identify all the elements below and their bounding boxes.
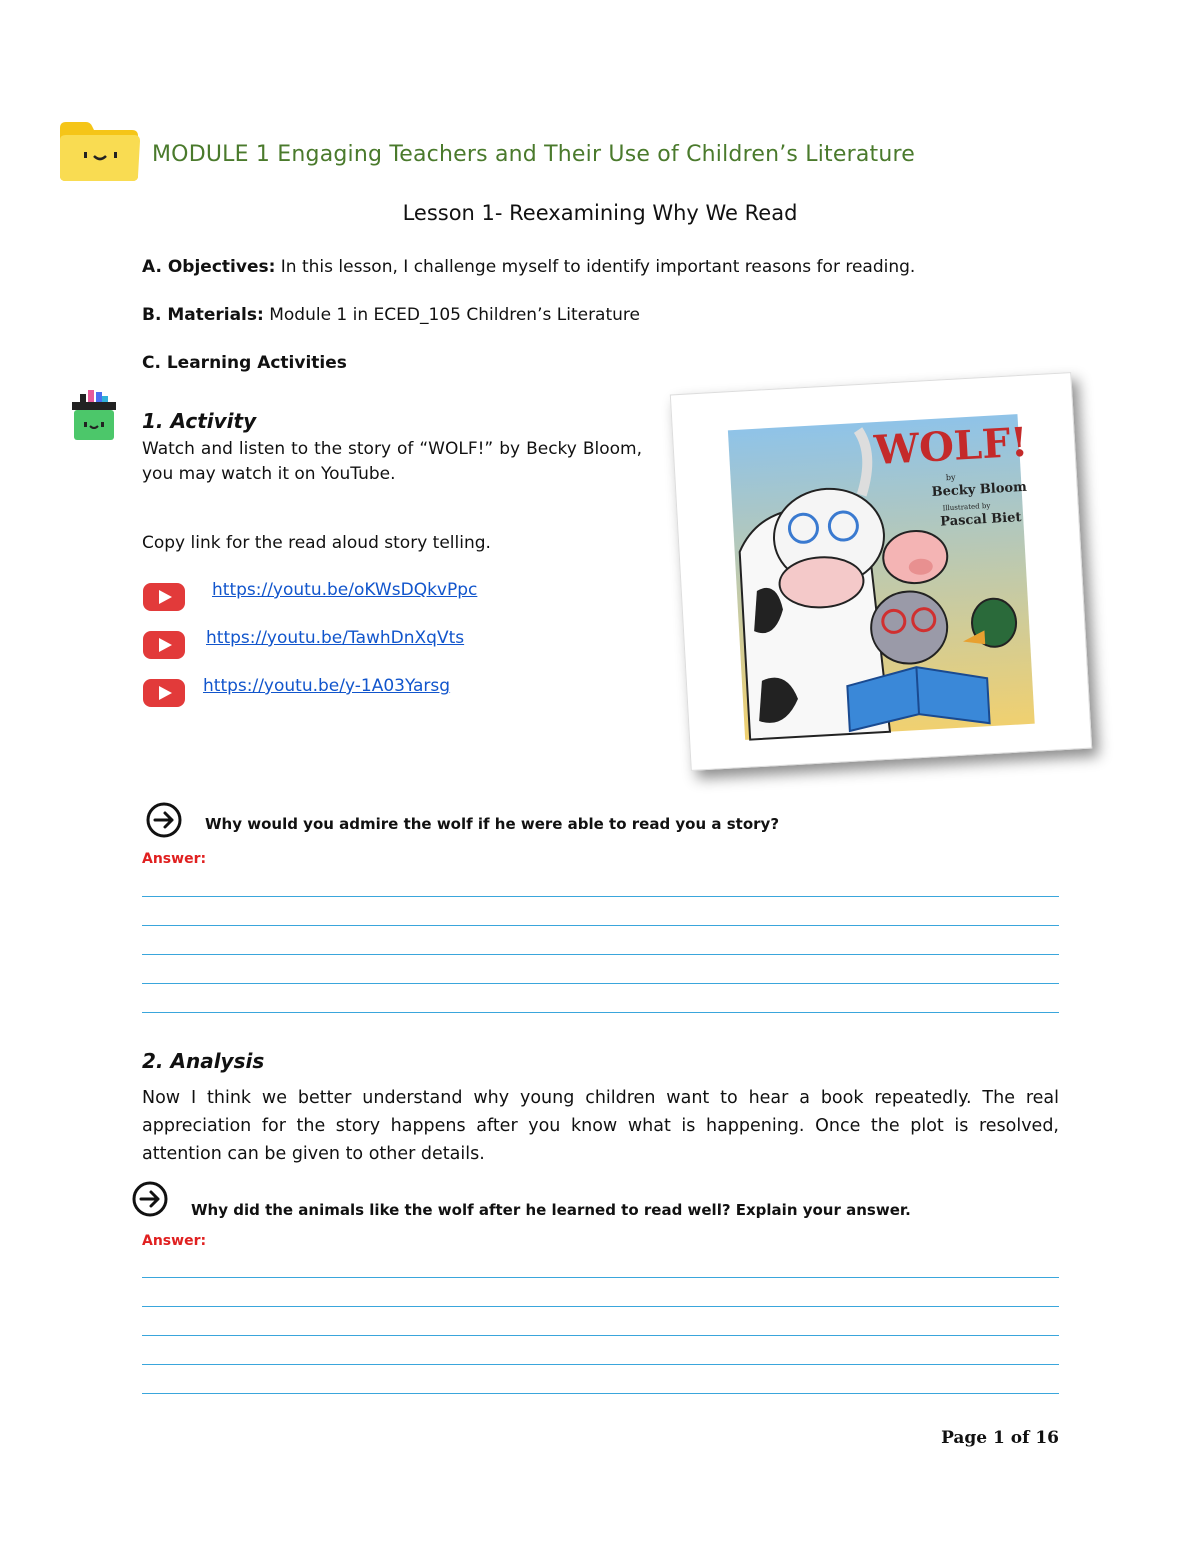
book-author: Becky Bloom [931,479,1028,501]
answer-label: Answer: [142,1233,207,1249]
lesson-title: Lesson 1- Reexamining Why We Read [402,201,798,225]
analysis-text: Now I think we better understand why young children want to hear a book repeatedly. The real appreciation for the story happens after you know what is happening. Once the plot is resolved, attention can be given to other details. [142,1088,1059,1164]
youtube-icon [142,678,186,708]
learning-activities-label: C. Learning Activities [142,353,347,373]
youtube-icon [142,582,186,612]
objectives-line [142,257,915,277]
youtube-icon [142,630,186,660]
youtube-link-2[interactable]: https://youtu.be/TawhDnXqVts [206,628,465,648]
copy-link-instruction: Copy link for the read aloud story telling. [142,533,491,553]
pencil-cup-icon [70,388,118,444]
book-cover-image [670,372,1092,771]
materials-line [142,305,640,325]
page-number: Page 1 of 16 [941,1428,1059,1448]
answer-line[interactable] [142,896,1059,897]
analysis-heading: 2. Analysis [142,1049,265,1073]
youtube-link-3[interactable]: https://youtu.be/y-1A03Yarsg [203,676,451,696]
activity-heading: 1. Activity [142,409,257,433]
youtube-link-1[interactable]: https://youtu.be/oKWsDQkvPpc [212,580,478,600]
book-by: by [945,472,956,483]
folder-icon [56,118,142,184]
analysis-question: Why did the animals like the wolf after he learned to read well? Explain your answer. [191,1201,911,1219]
answer-line[interactable] [142,925,1059,926]
answer-line[interactable] [142,954,1059,955]
book-illustrator: Pascal Biet [939,510,1022,530]
answer-label: Answer: [142,851,207,867]
answer-line[interactable] [142,983,1059,984]
objectives-text: In this lesson, I challenge myself to identify important reasons for reading. [275,257,916,277]
arrow-right-circle-icon [131,1180,169,1218]
arrow-right-circle-icon [145,801,183,839]
answer-line[interactable] [142,1306,1059,1307]
answer-line[interactable] [142,1364,1059,1365]
materials-label: B. Materials: [142,305,264,325]
materials-text: Module 1 in ECED_105 Children’s Literature [263,305,640,325]
book-illustrated-by: Illustrated by [942,501,991,513]
answer-line[interactable] [142,1335,1059,1336]
activity-text: Watch and listen to the story of “WOLF!” by Becky Bloom, you may watch it on YouTube. [142,439,642,484]
objectives-label: A. Objectives: [142,257,276,277]
answer-line[interactable] [142,1393,1059,1394]
book-title: WOLF! [872,418,1030,475]
answer-line[interactable] [142,1277,1059,1278]
activity-question: Why would you admire the wolf if he were able to read you a story? [205,815,780,833]
module-title: MODULE 1 Engaging Teachers and Their Use of Children’s Literature [152,142,915,167]
answer-line[interactable] [142,1012,1059,1013]
